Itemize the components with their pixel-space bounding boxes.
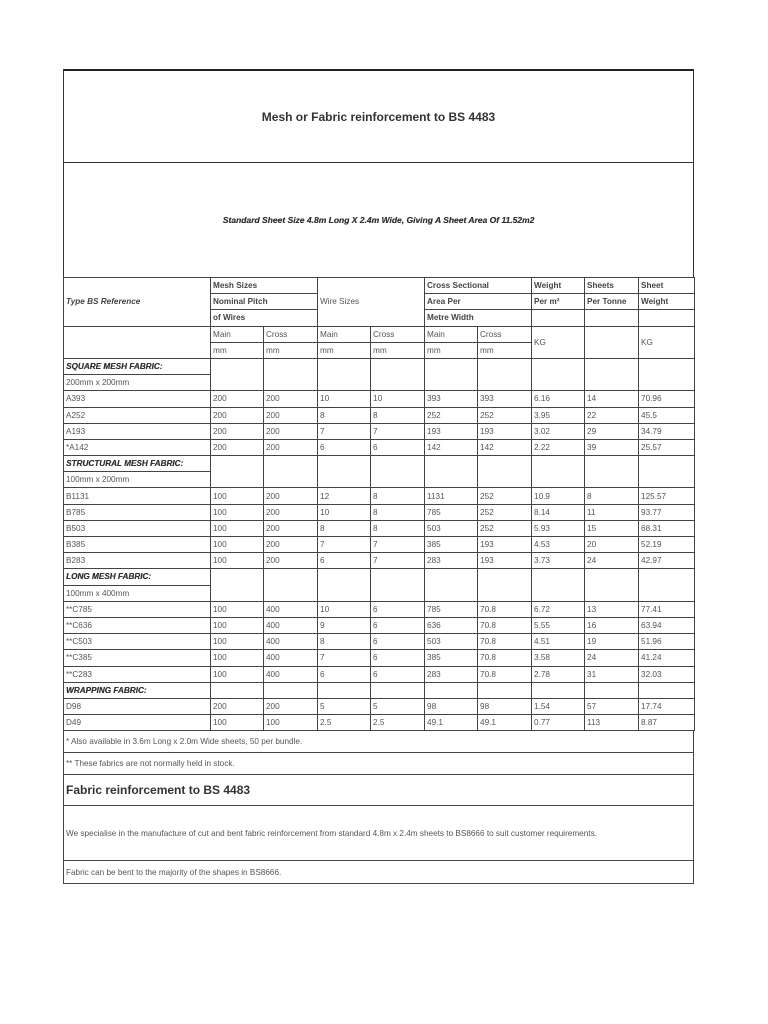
sheet-weight-cell: 68.31: [639, 520, 695, 536]
empty-cell: [264, 682, 318, 698]
empty-cell: [585, 682, 639, 698]
sheet-weight-cell: 45.5: [639, 407, 695, 423]
area-cross-cell: 98: [478, 698, 532, 714]
table-row: [64, 504, 695, 520]
empty-cell: [478, 682, 532, 698]
table-row: [64, 520, 695, 536]
pitch-main-cell: 200: [211, 698, 264, 714]
pitch-main-cell: 100: [211, 601, 264, 617]
area-main-cell: 1131: [425, 488, 478, 504]
pitch-main-cell: 200: [211, 391, 264, 407]
section-row: [64, 682, 695, 698]
main-label: Main: [211, 326, 264, 342]
note-stock: ** These fabrics are not normally held in stock.: [63, 753, 694, 775]
section-row: [64, 569, 695, 585]
header-row-1: [64, 278, 695, 294]
empty-cell: [318, 358, 371, 390]
type-ref-header: Type BS Reference: [64, 278, 211, 327]
units-row-1: [64, 326, 695, 342]
type-ref-cell: **C636: [64, 617, 211, 633]
pitch-main-cell: 100: [211, 650, 264, 666]
wire-main-cell: 7: [318, 423, 371, 439]
wire-cross-cell: 6: [371, 439, 425, 455]
table-row: [64, 715, 695, 731]
pitch-cross-cell: 100: [264, 715, 318, 731]
sheets-per-tonne-cell: 13: [585, 601, 639, 617]
sheet-weight-cell: 63.94: [639, 617, 695, 633]
wire-main-cell: 9: [318, 617, 371, 633]
pitch-cross-cell: 400: [264, 650, 318, 666]
sheets-per-tonne-cell: 22: [585, 407, 639, 423]
main-label: Main: [425, 326, 478, 342]
mesh-table: [63, 277, 695, 731]
pitch-cross-cell: 200: [264, 537, 318, 553]
empty-cell: [532, 310, 585, 326]
type-ref-cell: **C385: [64, 650, 211, 666]
sheets-per-tonne-cell: 20: [585, 537, 639, 553]
area-main-cell: 252: [425, 407, 478, 423]
sheet-weight-cell: 41.24: [639, 650, 695, 666]
pitch-cross-cell: 200: [264, 391, 318, 407]
wire-main-cell: 8: [318, 407, 371, 423]
sheets-per-tonne-cell: 29: [585, 423, 639, 439]
wire-cross-cell: 6: [371, 617, 425, 633]
pitch-cross-cell: 200: [264, 439, 318, 455]
table-row: [64, 634, 695, 650]
area-cross-cell: 393: [478, 391, 532, 407]
sheets-per-tonne-cell: 113: [585, 715, 639, 731]
pitch-cross-cell: 400: [264, 617, 318, 633]
pitch-cross-cell: 200: [264, 407, 318, 423]
table-row: [64, 666, 695, 682]
sheet-weight-cell: 34.79: [639, 423, 695, 439]
table-row: [64, 537, 695, 553]
wire-main-cell: 6: [318, 553, 371, 569]
area-cross-cell: 70.8: [478, 601, 532, 617]
empty-cell: [318, 569, 371, 601]
pitch-cross-cell: 200: [264, 553, 318, 569]
sheet-weight-cell: 25.57: [639, 439, 695, 455]
sheets-per-tonne-cell: 19: [585, 634, 639, 650]
area-main-cell: 393: [425, 391, 478, 407]
area-cross-cell: 70.8: [478, 666, 532, 682]
empty-cell: [478, 569, 532, 601]
wire-cross-cell: 6: [371, 634, 425, 650]
empty-cell: [585, 456, 639, 488]
pitch-main-cell: 200: [211, 439, 264, 455]
pitch-main-cell: 100: [211, 617, 264, 633]
empty-cell: [211, 456, 264, 488]
fabric-heading: Fabric reinforcement to BS 4483: [63, 775, 694, 806]
area-main-cell: 283: [425, 666, 478, 682]
sheets-per-tonne-cell: 15: [585, 520, 639, 536]
empty-cell: [211, 358, 264, 390]
pitch-main-cell: 100: [211, 520, 264, 536]
wire-main-cell: 5: [318, 698, 371, 714]
main-label: Main: [318, 326, 371, 342]
table-row: [64, 601, 695, 617]
wire-cross-cell: 6: [371, 650, 425, 666]
section-title: WRAPPING FABRIC:: [64, 682, 211, 698]
mesh-sizes-header: Mesh Sizes: [211, 278, 318, 294]
empty-cell: [425, 358, 478, 390]
empty-cell: [371, 358, 425, 390]
sheets-per-tonne-cell: 14: [585, 391, 639, 407]
pitch-cross-cell: 200: [264, 520, 318, 536]
empty-cell: [425, 682, 478, 698]
empty-cell: [318, 682, 371, 698]
sheets-per-tonne-cell: 16: [585, 617, 639, 633]
wire-cross-cell: 8: [371, 407, 425, 423]
sheets-header: Sheets: [585, 278, 639, 294]
weight-per-m2-cell: 6.72: [532, 601, 585, 617]
wire-cross-cell: 6: [371, 601, 425, 617]
empty-cell: [639, 310, 695, 326]
nominal-pitch-header: Nominal Pitch: [211, 294, 318, 310]
sheet-weight-header: Weight: [639, 294, 695, 310]
wire-main-cell: 10: [318, 504, 371, 520]
area-cross-cell: 252: [478, 520, 532, 536]
empty-cell: [639, 569, 695, 601]
empty-cell: [639, 358, 695, 390]
sheet-weight-cell: 8.87: [639, 715, 695, 731]
empty-cell: [532, 358, 585, 390]
table-row: [64, 617, 695, 633]
mm-label: mm: [264, 342, 318, 358]
area-main-cell: 785: [425, 504, 478, 520]
type-ref-cell: B503: [64, 520, 211, 536]
type-ref-cell: B785: [64, 504, 211, 520]
sheet-weight-cell: 51.96: [639, 634, 695, 650]
page-title: Mesh or Fabric reinforcement to BS 4483: [261, 109, 496, 124]
weight-per-m2-cell: 10.9: [532, 488, 585, 504]
area-cross-cell: 70.8: [478, 650, 532, 666]
pitch-cross-cell: 400: [264, 601, 318, 617]
sheet-size-subtitle: Standard Sheet Size 4.8m Long X 2.4m Wide, Giving A Sheet Area Of 11.52m2: [222, 215, 535, 225]
kg-label: KG: [639, 326, 695, 358]
cross-sectional-header: Cross Sectional: [425, 278, 532, 294]
area-cross-cell: 193: [478, 423, 532, 439]
area-main-cell: 98: [425, 698, 478, 714]
type-ref-cell: **C503: [64, 634, 211, 650]
sheet-weight-cell: 17.74: [639, 698, 695, 714]
wire-cross-cell: 8: [371, 488, 425, 504]
section-row: [64, 456, 695, 472]
section-pitch: 200mm x 200mm: [64, 375, 211, 391]
area-cross-cell: 193: [478, 553, 532, 569]
pitch-main-cell: 100: [211, 715, 264, 731]
table-row: [64, 439, 695, 455]
cross-label: Cross: [371, 326, 425, 342]
sheet-header: Sheet: [639, 278, 695, 294]
sheets-per-tonne-cell: 24: [585, 553, 639, 569]
area-cross-cell: 252: [478, 504, 532, 520]
type-ref-cell: B283: [64, 553, 211, 569]
pitch-cross-cell: 200: [264, 423, 318, 439]
type-ref-cell: A393: [64, 391, 211, 407]
type-ref-cell: **C785: [64, 601, 211, 617]
pitch-cross-cell: 200: [264, 488, 318, 504]
area-main-cell: 503: [425, 520, 478, 536]
empty-cell: [371, 456, 425, 488]
weight-per-m2-cell: 4.51: [532, 634, 585, 650]
section-row: [64, 358, 695, 374]
area-main-cell: 503: [425, 634, 478, 650]
wire-cross-cell: 7: [371, 423, 425, 439]
fabric-paragraph-1: We specialise in the manufacture of cut and bent fabric reinforcement from standard 4.8m x 2.4m sheets to BS8666 to suit customer requirements.: [63, 806, 694, 861]
weight-per-m2-cell: 2.22: [532, 439, 585, 455]
empty-cell: [371, 682, 425, 698]
wire-cross-cell: 2.5: [371, 715, 425, 731]
empty-cell: [639, 456, 695, 488]
mm-label: mm: [425, 342, 478, 358]
weight-per-m2-cell: 2.78: [532, 666, 585, 682]
area-main-cell: 385: [425, 650, 478, 666]
wire-main-cell: 8: [318, 520, 371, 536]
pitch-main-cell: 100: [211, 488, 264, 504]
empty-cell: [264, 456, 318, 488]
weight-per-m2-cell: 6.16: [532, 391, 585, 407]
table-row: [64, 488, 695, 504]
type-ref-cell: D98: [64, 698, 211, 714]
weight-per-m2-cell: 4.53: [532, 537, 585, 553]
wire-main-cell: 7: [318, 537, 371, 553]
cross-label: Cross: [264, 326, 318, 342]
empty-cell: [371, 569, 425, 601]
sheets-per-tonne-cell: 31: [585, 666, 639, 682]
area-main-cell: 636: [425, 617, 478, 633]
pitch-main-cell: 100: [211, 504, 264, 520]
title-box: [63, 69, 694, 162]
empty-cell: [585, 326, 639, 358]
of-wires-header: of Wires: [211, 310, 318, 326]
pitch-main-cell: 200: [211, 423, 264, 439]
table-row: [64, 650, 695, 666]
weight-per-m2-cell: 1.54: [532, 698, 585, 714]
sheets-per-tonne-cell: 24: [585, 650, 639, 666]
kg-label: KG: [532, 326, 585, 358]
area-cross-cell: 49.1: [478, 715, 532, 731]
sheet-weight-cell: 77.41: [639, 601, 695, 617]
wire-main-cell: 10: [318, 391, 371, 407]
section-pitch: 100mm x 200mm: [64, 472, 211, 488]
empty-cell: [532, 569, 585, 601]
sheets-per-tonne-cell: 57: [585, 698, 639, 714]
type-ref-cell: A252: [64, 407, 211, 423]
wire-main-cell: 6: [318, 666, 371, 682]
empty-cell: [585, 358, 639, 390]
weight-per-m2-cell: 8.14: [532, 504, 585, 520]
empty-cell: [211, 682, 264, 698]
per-tonne-header: Per Tonne: [585, 294, 639, 310]
pitch-cross-cell: 400: [264, 666, 318, 682]
sheets-per-tonne-cell: 39: [585, 439, 639, 455]
note-availability: * Also available in 3.6m Long x 2.0m Wide sheets, 50 per bundle.: [63, 731, 694, 753]
pitch-cross-cell: 200: [264, 504, 318, 520]
pitch-main-cell: 100: [211, 666, 264, 682]
wire-main-cell: 6: [318, 439, 371, 455]
wire-main-cell: 2.5: [318, 715, 371, 731]
weight-per-m2-cell: 3.95: [532, 407, 585, 423]
subtitle-box: [63, 162, 694, 277]
table-row: [64, 391, 695, 407]
table-row: [64, 553, 695, 569]
weight-per-m2-cell: 5.93: [532, 520, 585, 536]
sheet-weight-cell: 42.97: [639, 553, 695, 569]
area-main-cell: 385: [425, 537, 478, 553]
sheets-per-tonne-cell: 11: [585, 504, 639, 520]
type-ref-cell: A193: [64, 423, 211, 439]
mm-label: mm: [478, 342, 532, 358]
fabric-paragraph-2: Fabric can be bent to the majority of the shapes in BS8666.: [63, 861, 694, 884]
empty-cell: [425, 569, 478, 601]
empty-cell: [264, 569, 318, 601]
type-ref-cell: *A142: [64, 439, 211, 455]
wire-cross-cell: 10: [371, 391, 425, 407]
table-row: [64, 423, 695, 439]
mm-label: mm: [211, 342, 264, 358]
empty-cell: [478, 456, 532, 488]
wire-main-cell: 7: [318, 650, 371, 666]
area-cross-cell: 252: [478, 407, 532, 423]
area-cross-cell: 252: [478, 488, 532, 504]
section-title: SQUARE MESH FABRIC:: [64, 358, 211, 374]
empty-cell: [318, 456, 371, 488]
wire-main-cell: 10: [318, 601, 371, 617]
area-main-cell: 142: [425, 439, 478, 455]
area-per-header: Area Per: [425, 294, 532, 310]
empty-cell: [264, 358, 318, 390]
empty-cell: [211, 569, 264, 601]
table-row: [64, 698, 695, 714]
type-ref-cell: D49: [64, 715, 211, 731]
wire-cross-cell: 6: [371, 666, 425, 682]
wire-cross-cell: 8: [371, 520, 425, 536]
sheets-per-tonne-cell: 8: [585, 488, 639, 504]
area-main-cell: 785: [425, 601, 478, 617]
sheet-weight-cell: 70.96: [639, 391, 695, 407]
area-cross-cell: 70.8: [478, 634, 532, 650]
metre-width-header: Metre Width: [425, 310, 532, 326]
wire-cross-cell: 7: [371, 537, 425, 553]
area-cross-cell: 142: [478, 439, 532, 455]
cross-label: Cross: [478, 326, 532, 342]
type-ref-cell: **C283: [64, 666, 211, 682]
empty-cell: [64, 326, 211, 358]
weight-per-m2-cell: 3.58: [532, 650, 585, 666]
wire-cross-cell: 8: [371, 504, 425, 520]
area-cross-cell: 70.8: [478, 617, 532, 633]
mm-label: mm: [371, 342, 425, 358]
empty-cell: [532, 456, 585, 488]
per-m2-header: Per m²: [532, 294, 585, 310]
type-ref-cell: B1131: [64, 488, 211, 504]
area-main-cell: 283: [425, 553, 478, 569]
section-title: LONG MESH FABRIC:: [64, 569, 211, 585]
pitch-main-cell: 100: [211, 537, 264, 553]
empty-cell: [585, 569, 639, 601]
pitch-cross-cell: 200: [264, 698, 318, 714]
weight-per-m2-cell: 3.02: [532, 423, 585, 439]
document: [63, 69, 694, 884]
sheet-weight-cell: 125.57: [639, 488, 695, 504]
wire-sizes-header: Wire Sizes: [318, 278, 425, 327]
empty-cell: [478, 358, 532, 390]
weight-header: Weight: [532, 278, 585, 294]
sheet-weight-cell: 52.19: [639, 537, 695, 553]
table-row: [64, 407, 695, 423]
weight-per-m2-cell: 0.77: [532, 715, 585, 731]
empty-cell: [532, 682, 585, 698]
wire-cross-cell: 5: [371, 698, 425, 714]
area-cross-cell: 193: [478, 537, 532, 553]
weight-per-m2-cell: 5.55: [532, 617, 585, 633]
pitch-cross-cell: 400: [264, 634, 318, 650]
sheet-weight-cell: 32.03: [639, 666, 695, 682]
section-title: STRUCTURAL MESH FABRIC:: [64, 456, 211, 472]
area-main-cell: 49.1: [425, 715, 478, 731]
sheet-weight-cell: 93.77: [639, 504, 695, 520]
empty-cell: [639, 682, 695, 698]
weight-per-m2-cell: 3.73: [532, 553, 585, 569]
type-ref-cell: B385: [64, 537, 211, 553]
pitch-main-cell: 100: [211, 634, 264, 650]
wire-main-cell: 12: [318, 488, 371, 504]
section-pitch: 100mm x 400mm: [64, 585, 211, 601]
wire-main-cell: 8: [318, 634, 371, 650]
area-main-cell: 193: [425, 423, 478, 439]
empty-cell: [585, 310, 639, 326]
pitch-main-cell: 100: [211, 553, 264, 569]
pitch-main-cell: 200: [211, 407, 264, 423]
mm-label: mm: [318, 342, 371, 358]
empty-cell: [425, 456, 478, 488]
wire-cross-cell: 7: [371, 553, 425, 569]
